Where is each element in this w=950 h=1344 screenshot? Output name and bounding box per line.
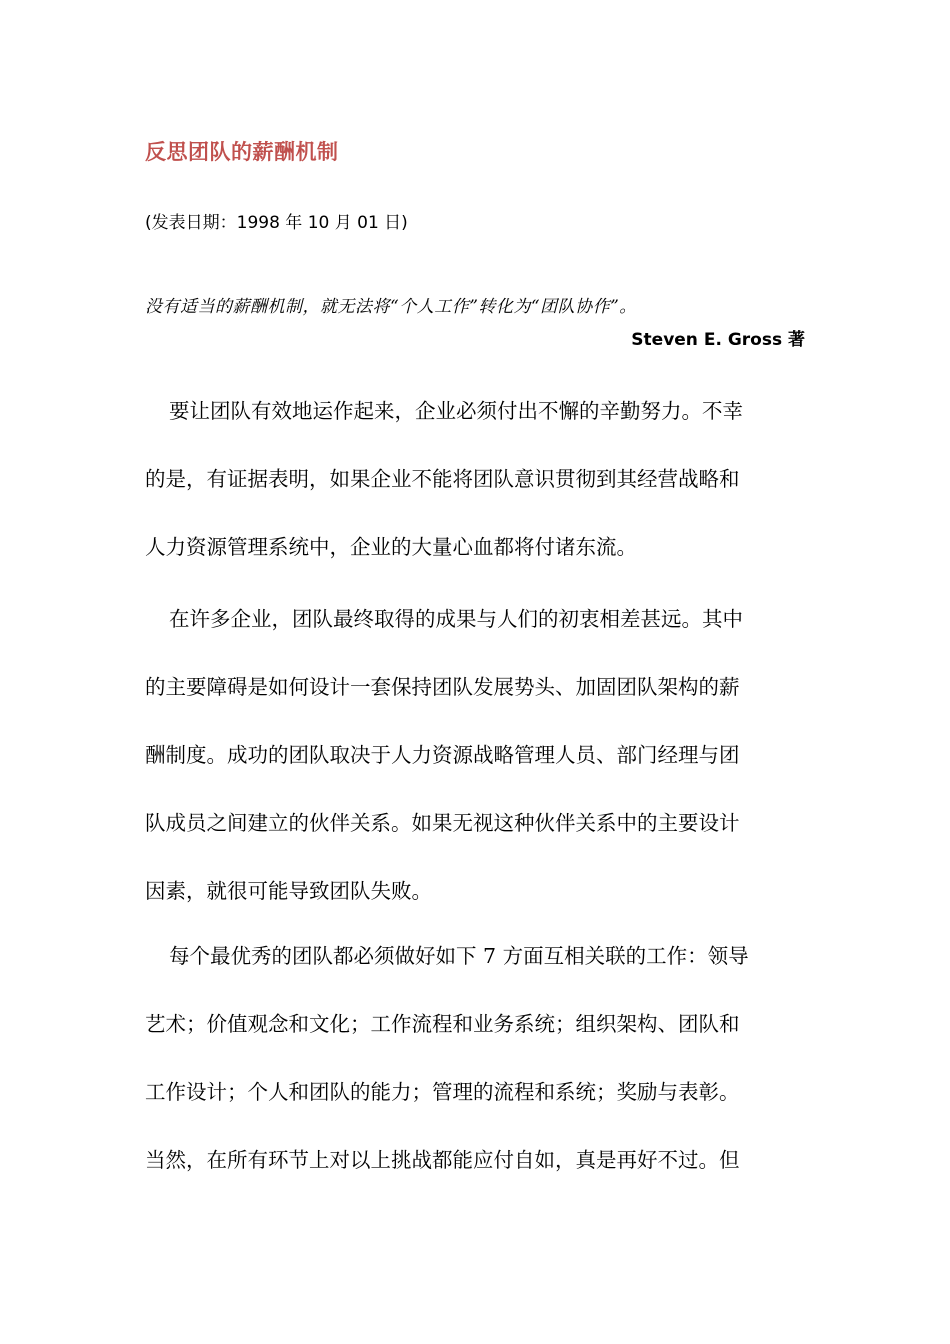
paragraph-line: 人力资源管理系统中，企业的大量心血都将付诸东流。 — [145, 535, 637, 559]
paragraph-line: 队成员之间建立的伙伴关系。如果无视这种伙伴关系中的主要设计 — [145, 811, 740, 835]
article-title: 反思团队的薪酬机制 — [145, 140, 339, 164]
paragraph-line: 酬制度。成功的团队取决于人力资源战略管理人员、部门经理与团 — [145, 743, 740, 767]
publication-date: (发表日期：1998 年 10 月 01 日) — [145, 213, 408, 233]
paragraph-line: 每个最优秀的团队都必须做好如下 7 方面互相关联的工作：领导 — [169, 944, 749, 968]
paragraph-line: 在许多企业，团队最终取得的成果与人们的初衷相差甚远。其中 — [169, 607, 743, 631]
paragraph-3 — [145, 922, 805, 1194]
paragraph-1 — [145, 377, 805, 581]
author-byline: Steven E. Gross 著 — [631, 330, 805, 350]
paragraph-line: 艺术；价值观念和文化；工作流程和业务系统；组织架构、团队和 — [145, 1012, 740, 1036]
paragraph-line: 因素，就很可能导致团队失败。 — [145, 879, 432, 903]
paragraph-line: 工作设计；个人和团队的能力；管理的流程和系统；奖励与表彰。 — [145, 1080, 740, 1104]
paragraph-line: 的主要障碍是如何设计一套保持团队发展势头、加固团队架构的薪 — [145, 675, 740, 699]
paragraph-line: 当然，在所有环节上对以上挑战都能应付自如，真是再好不过。但 — [145, 1148, 740, 1172]
paragraph-line: 的是，有证据表明，如果企业不能将团队意识贯彻到其经营战略和 — [145, 467, 740, 491]
paragraph-2 — [145, 585, 805, 925]
paragraph-line: 要让团队有效地运作起来，企业必须付出不懈的辛勤努力。不幸 — [169, 399, 743, 423]
epigraph: 没有适当的薪酬机制，就无法将“个人工作”转化为“团队协作”。 — [145, 297, 637, 317]
